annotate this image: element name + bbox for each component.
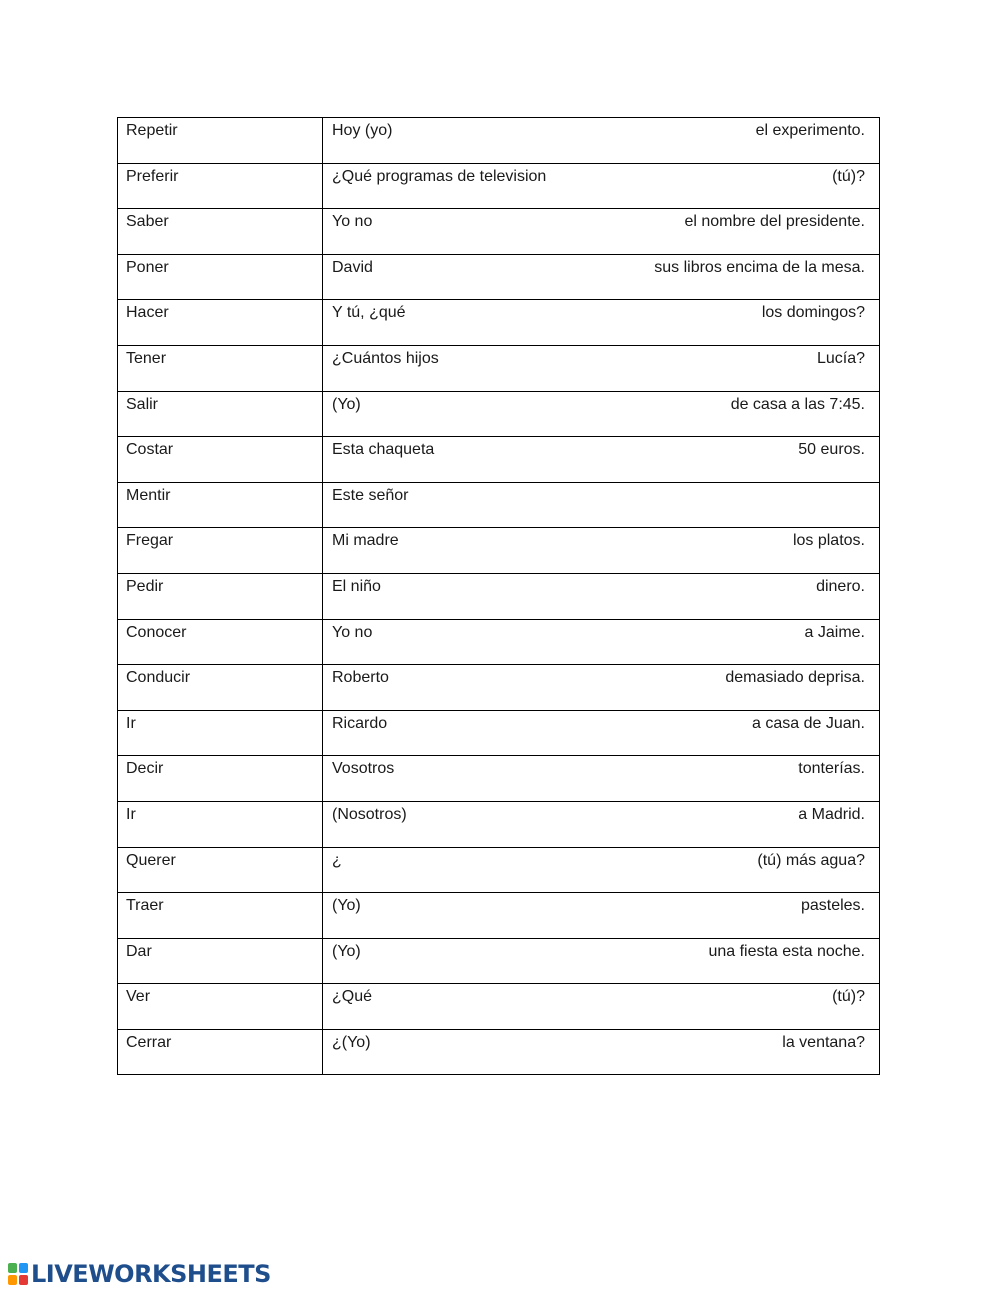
verb-label: Hacer [126,304,169,322]
verb-cell [118,345,323,391]
verb-cell [118,619,323,665]
table-row [118,756,880,802]
verb-cell [118,118,323,164]
table-row [118,209,880,255]
sentence-line [323,300,879,322]
sentence-start: (Nosotros) [332,805,407,823]
liveworksheets-logo-icon [8,1263,28,1285]
sentence-start: ¿ [332,851,342,869]
verb-label: Salir [126,395,159,413]
verb-cell [118,209,323,255]
sentence-end: los domingos? [761,304,865,322]
sentence-end: una fiesta esta noche. [708,942,865,960]
sentence-cell [323,756,880,802]
sentence-cell [323,938,880,984]
sentence-line [323,984,879,1006]
verb-label: Saber [126,213,169,231]
verb-label: Ir [126,805,136,823]
table-row [118,437,880,483]
sentence-start: Este señor [332,486,409,504]
table-row [118,528,880,574]
sentence-cell [323,984,880,1030]
sentence-cell [323,300,880,346]
sentence-cell [323,345,880,391]
sentence-start: Vosotros [332,760,395,778]
table-row [118,573,880,619]
sentence-start: David [332,258,373,276]
verb-cell [118,756,323,802]
verb-cell [118,893,323,939]
sentence-start: (Yo) [332,897,361,915]
sentence-end: la ventana? [782,1033,865,1051]
sentence-end: demasiado deprisa. [725,669,865,687]
sentence-cell [323,801,880,847]
sentence-line [323,255,879,277]
verb-cell [118,482,323,528]
verb-label: Decir [126,760,164,778]
sentence-line [323,346,879,368]
sentence-line [323,939,879,961]
verb-label: Conducir [126,669,191,687]
sentence-line [323,848,879,870]
sentence-start: Yo no [332,213,373,231]
verb-label: Repetir [126,122,178,139]
sentence-start: Ricardo [332,714,388,732]
liveworksheets-logo[interactable] [8,1260,271,1288]
sentence-cell [323,619,880,665]
sentence-end: los platos. [792,532,865,550]
verb-label: Pedir [126,577,164,595]
sentence-start: ¿(Yo) [332,1033,371,1051]
sentence-end: (tú)? [832,167,865,185]
verb-cell [118,437,323,483]
table-row [118,665,880,711]
sentence-start: Roberto [332,669,389,687]
sentence-cell [323,893,880,939]
sentence-cell [323,209,880,255]
sentence-cell [323,254,880,300]
sentence-start: ¿Qué [332,988,373,1006]
sentence-line [323,1030,879,1052]
verb-cell [118,665,323,711]
verb-label: Mentir [126,486,171,504]
sentence-cell [323,1029,880,1075]
table-row [118,710,880,756]
verb-cell [118,163,323,209]
logo-text: LIVEWORKSHEETS [31,1260,271,1288]
sentence-end: (tú)? [832,988,865,1006]
sentence-end: a casa de Juan. [752,714,865,732]
table-row [118,984,880,1030]
sentence-start: Yo no [332,623,373,641]
verb-cell [118,847,323,893]
sentence-end: de casa a las 7:45. [730,395,865,413]
sentence-cell [323,710,880,756]
sentence-end: Lucía? [816,349,865,367]
verb-label: Cerrar [126,1033,172,1051]
table-row [118,482,880,528]
verb-cell [118,391,323,437]
table-row [118,938,880,984]
sentence-cell [323,163,880,209]
sentence-cell [323,437,880,483]
table-row [118,118,880,164]
verb-cell [118,984,323,1030]
sentence-line [323,392,879,414]
table-row [118,300,880,346]
table-row [118,391,880,437]
sentence-start: Esta chaqueta [332,441,435,459]
verb-cell [118,1029,323,1075]
sentence-end: dinero. [816,577,865,595]
sentence-line [323,711,879,733]
sentence-cell [323,482,880,528]
verb-label: Traer [126,897,164,915]
sentence-start: ¿Cuántos hijos [332,349,439,367]
sentence-line [323,802,879,824]
verb-cell [118,938,323,984]
verb-label: Querer [126,851,176,869]
verb-label: Fregar [126,532,174,550]
sentence-line [323,574,879,596]
exercise-table-body [118,118,880,1075]
sentence-start: Y tú, ¿qué [332,304,406,322]
sentence-line [323,893,879,915]
sentence-line [323,483,879,505]
sentence-start: El niño [332,577,381,595]
verb-cell [118,573,323,619]
table-row [118,254,880,300]
sentence-end: el nombre del presidente. [684,213,865,231]
verb-label: Dar [126,942,152,960]
sentence-end: el experimento. [755,122,865,139]
sentence-line [323,209,879,231]
verb-cell [118,254,323,300]
table-row [118,847,880,893]
sentence-end: a Madrid. [798,805,865,823]
table-row [118,619,880,665]
table-row [118,1029,880,1075]
verb-cell [118,528,323,574]
sentence-line [323,164,879,186]
sentence-cell [323,118,880,164]
verb-cell [118,300,323,346]
sentence-line [323,620,879,642]
sentence-cell [323,528,880,574]
sentence-start: ¿Qué programas de television [332,167,547,185]
sentence-cell [323,665,880,711]
sentence-start: (Yo) [332,395,361,413]
sentence-end: sus libros encima de la mesa. [654,258,865,276]
verb-label: Ir [126,714,136,732]
sentence-start: Mi madre [332,532,399,550]
verb-cell [118,710,323,756]
table-row [118,893,880,939]
sentence-line [323,665,879,687]
verb-label: Tener [126,349,167,367]
sentence-line [323,528,879,550]
table-row [118,801,880,847]
exercise-table [117,117,880,1075]
table-row [118,345,880,391]
verb-label: Costar [126,441,174,459]
sentence-start: (Yo) [332,942,361,960]
table-row [118,163,880,209]
verb-label: Ver [126,988,151,1006]
sentence-end: a Jaime. [804,623,865,641]
sentence-line [323,118,879,140]
sentence-cell [323,847,880,893]
sentence-line [323,756,879,778]
sentence-cell [323,573,880,619]
sentence-end: pasteles. [800,897,865,915]
sentence-end: tonterías. [798,760,865,778]
verb-cell [118,801,323,847]
verb-label: Conocer [126,623,187,641]
sentence-line [323,437,879,459]
sentence-start: Hoy (yo) [332,122,393,139]
verb-label: Preferir [126,167,179,185]
sentence-end: (tú) más agua? [757,851,865,869]
sentence-end: 50 euros. [798,441,865,459]
verb-label: Poner [126,258,169,276]
sentence-cell [323,391,880,437]
